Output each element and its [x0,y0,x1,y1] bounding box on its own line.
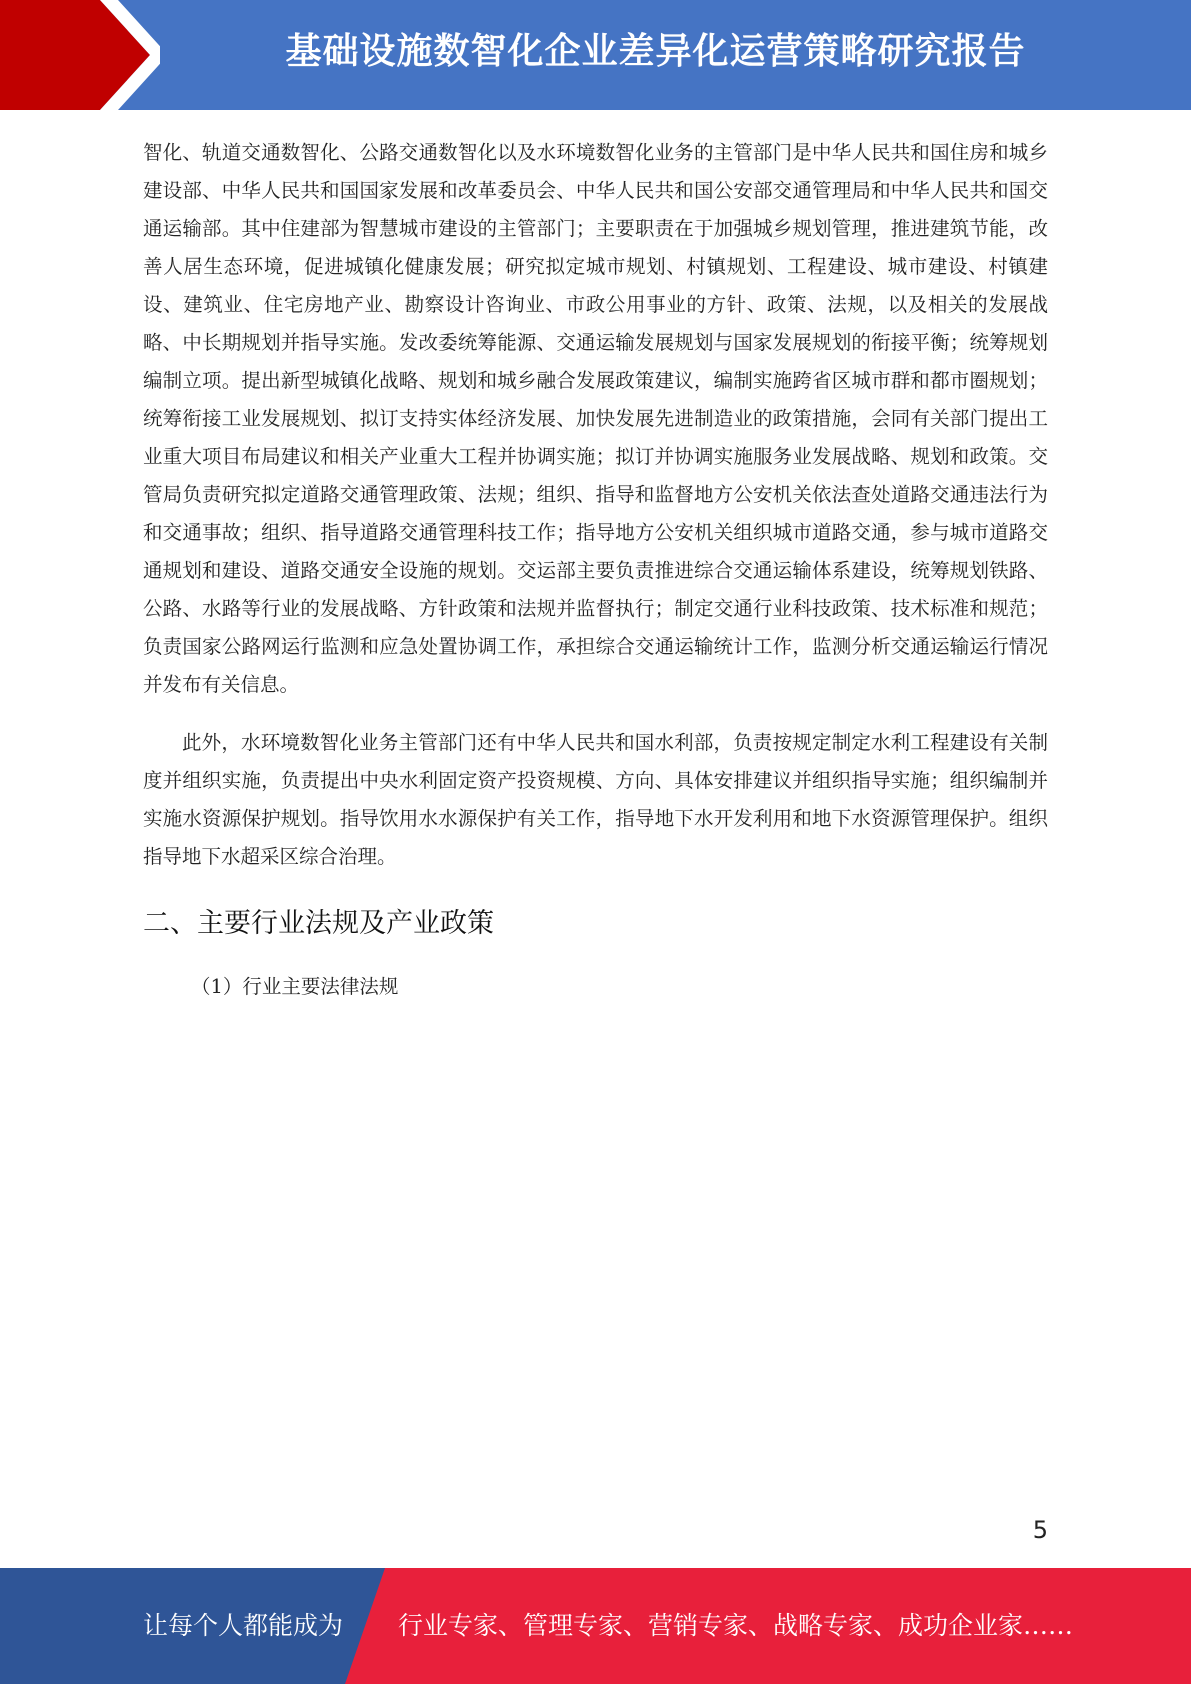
page-content [143,134,1048,1006]
page-footer [0,1568,1191,1684]
header-chevron-decoration [0,0,160,110]
footer-slogan-right: 行业专家、管理专家、营销专家、战略专家、成功企业家…… [398,1611,1074,1640]
footer-slogan-left: 让每个人都能成为 [143,1611,344,1640]
subsection-heading: （1）行业主要法律法规 [191,975,399,998]
page-number: 5 [1032,1516,1048,1544]
page-header [0,0,1191,110]
body-paragraph-2: 此外，水环境数智化业务主管部门还有中华人民共和国水利部，负责按规定制定水利工程建设有关制度并组织实施，负责提出中央水利固定资产投资规模、方向、具体安排建议并组织指导实施；组织编制并实施水资源保护规划。指导饮用水水源保护有关工作，指导地下水开发利用和地下水资源管理保护。组织指导地下水超采区综合治理。 [143,731,1048,868]
body-paragraph-1: 智化、轨道交通数智化、公路交通数智化以及水环境数智化业务的主管部门是中华人民共和国住房和城乡建设部、中华人民共和国国家发展和改革委员会、中华人民共和国公安部交通管理局和中华人民共和国交通运输部。其中住建部为智慧城市建设的主管部门；主要职责在于加强城乡规划管理，推进建筑节能，改善人居生态环境，促进城镇化健康发展；研究拟定城市规划、村镇规划、工程建设、城市建设、村镇建设、建筑业、住宅房地产业、勘察设计咨询业、市政公用事业的方针、政策、法规，以及相关的发展战略、中长期规划并指导实施。发改委统筹能源、交通运输发展规划与国家发展规划的衔接平衡；统筹规划编制立项。提出新型城镇化战略、规划和城乡融合发展政策建议，编制实施跨省区城市群和都市圈规划；统筹衔接工业发展规划、拟订支持实体经济发展、加快发展先进制造业的政策措施，会同有关部门提出工业重大项目布局建议和相关产业重大工程并协调实施；拟订并协调实施服务业发展战略、规划和政策。交管局负责研究拟定道路交通管理政策、法规；组织、指导和监督地方公安机关依法查处道路交通违法行为和交通事故；组织、指导道路交通管理科技工作；指导地方公安机关组织城市道路交通，参与城市道路交通规划和建设、道路交通安全设施的规划。交运部主要负责推进综合交通运输体系建设，统筹规划铁路、公路、水路等行业的发展战略、方针政策和法规并监督执行；制定交通行业科技政策、技术标准和规范；负责国家公路网运行监测和应急处置协调工作，承担综合交通运输统计工作，监测分析交通运输运行情况并发布有关信息。 [143,141,1048,696]
report-title: 基础设施数智化企业差异化运营策略研究报告 [285,31,1026,72]
section-heading: 二、主要行业法规及产业政策 [143,908,494,939]
